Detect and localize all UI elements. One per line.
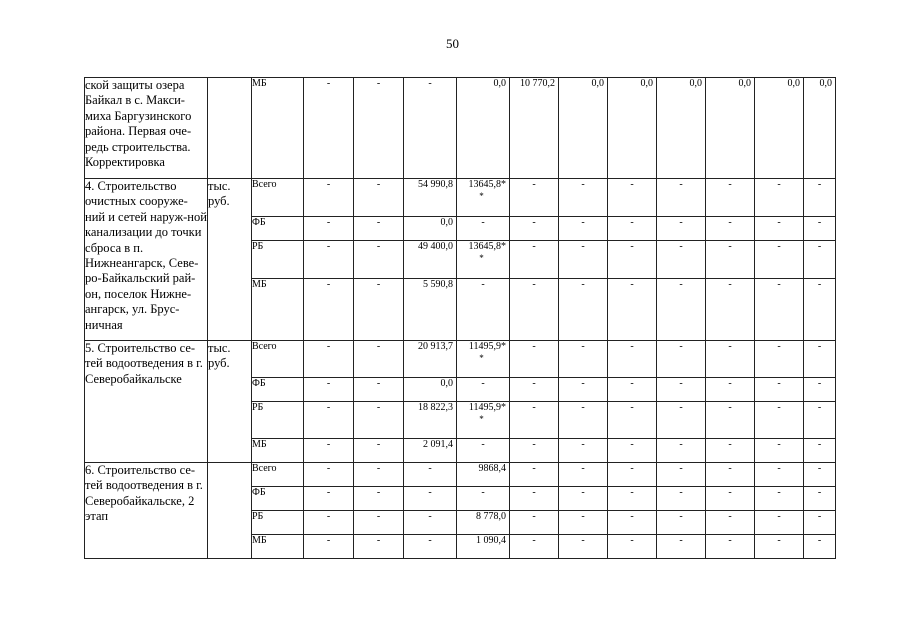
- table-row: [85, 179, 836, 217]
- value-cell: -: [510, 217, 559, 241]
- value-cell: -: [657, 463, 706, 487]
- value-cell: -: [404, 78, 457, 179]
- project-name-cell: 5. Строительство се-тей водоотведения в г. Северобайкальске: [85, 341, 208, 463]
- value-cell: -: [706, 241, 755, 279]
- value-cell: -: [804, 341, 836, 378]
- value-cell: -: [706, 511, 755, 535]
- value-cell: 5 590,8: [404, 279, 457, 341]
- value-cell: -: [404, 511, 457, 535]
- value-cell: -: [608, 341, 657, 378]
- value-cell: -: [510, 487, 559, 511]
- value-cell: -: [559, 511, 608, 535]
- value-cell: 0,0: [804, 78, 836, 179]
- unit-cell: тыс. руб.: [208, 341, 252, 463]
- value-cell: -: [755, 217, 804, 241]
- value-cell: -: [457, 439, 510, 463]
- value-cell: 0,0: [608, 78, 657, 179]
- funding-source-cell: Всего: [252, 341, 304, 378]
- value-cell: -: [559, 341, 608, 378]
- value-cell: -: [706, 487, 755, 511]
- value-cell: 0,0: [404, 378, 457, 402]
- value-cell: 54 990,8: [404, 179, 457, 217]
- value-cell: -: [304, 511, 354, 535]
- table-row: [85, 463, 836, 487]
- funding-source-cell: Всего: [252, 463, 304, 487]
- value-cell: -: [608, 463, 657, 487]
- value-cell: -: [755, 439, 804, 463]
- value-cell: -: [510, 463, 559, 487]
- funding-source-cell: МБ: [252, 535, 304, 559]
- value-cell: -: [304, 179, 354, 217]
- value-cell: -: [354, 463, 404, 487]
- value-cell: -: [755, 179, 804, 217]
- value-cell: 1 090,4: [457, 535, 510, 559]
- value-cell: -: [354, 241, 404, 279]
- table-row: [85, 78, 836, 179]
- project-name-cell: ской защиты озера Байкал в с. Макси-миха Баргузинского района. Первая оче-редь строительства. Корректировка: [85, 78, 208, 179]
- value-cell: 10 770,2: [510, 78, 559, 179]
- value-cell: -: [755, 463, 804, 487]
- value-cell: -: [657, 511, 706, 535]
- value-cell: -: [304, 535, 354, 559]
- funding-source-cell: ФБ: [252, 217, 304, 241]
- value-cell: -: [304, 463, 354, 487]
- value-cell: -: [510, 378, 559, 402]
- value-cell: -: [804, 402, 836, 439]
- value-cell: -: [457, 378, 510, 402]
- value-cell: -: [608, 511, 657, 535]
- page-number: 50: [446, 36, 459, 51]
- value-cell: -: [510, 535, 559, 559]
- unit-cell: тыс. руб.: [208, 179, 252, 341]
- unit-cell: [208, 78, 252, 179]
- value-cell: -: [804, 378, 836, 402]
- value-cell: -: [804, 535, 836, 559]
- value-cell: -: [755, 341, 804, 378]
- value-cell: -: [510, 439, 559, 463]
- value-cell: -: [354, 279, 404, 341]
- value-cell: -: [804, 511, 836, 535]
- value-cell: -: [510, 179, 559, 217]
- value-cell: -: [706, 179, 755, 217]
- value-cell: 0,0: [404, 217, 457, 241]
- value-cell: -: [706, 341, 755, 378]
- value-cell: -: [706, 378, 755, 402]
- funding-source-cell: ФБ: [252, 378, 304, 402]
- value-cell: -: [657, 535, 706, 559]
- value-cell: -: [404, 487, 457, 511]
- value-cell: -: [657, 487, 706, 511]
- project-name-cell: 6. Строительство се-тей водоотведения в г. Северобайкальске, 2 этап: [85, 463, 208, 559]
- value-cell: -: [657, 179, 706, 217]
- value-cell: 0,0: [559, 78, 608, 179]
- value-cell: -: [354, 378, 404, 402]
- value-cell: -: [804, 179, 836, 217]
- value-cell: -: [608, 535, 657, 559]
- value-cell: 0,0: [706, 78, 755, 179]
- value-cell: -: [304, 341, 354, 378]
- value-cell: -: [404, 463, 457, 487]
- value-cell: -: [706, 535, 755, 559]
- value-cell: -: [657, 217, 706, 241]
- value-cell: -: [755, 378, 804, 402]
- value-cell: -: [510, 511, 559, 535]
- value-cell: -: [559, 463, 608, 487]
- value-cell: -: [755, 487, 804, 511]
- value-cell: -: [804, 487, 836, 511]
- value-cell: -: [608, 487, 657, 511]
- value-cell: -: [755, 402, 804, 439]
- value-cell: 8 778,0: [457, 511, 510, 535]
- value-cell: -: [608, 378, 657, 402]
- value-cell: 13645,8* *: [457, 179, 510, 217]
- value-cell: -: [354, 439, 404, 463]
- value-cell: -: [304, 378, 354, 402]
- value-cell: -: [559, 217, 608, 241]
- value-cell: -: [304, 487, 354, 511]
- funding-source-cell: РБ: [252, 511, 304, 535]
- value-cell: -: [304, 279, 354, 341]
- funding-source-cell: МБ: [252, 439, 304, 463]
- value-cell: -: [559, 487, 608, 511]
- value-cell: -: [657, 279, 706, 341]
- value-cell: 11495,9* *: [457, 341, 510, 378]
- value-cell: -: [559, 535, 608, 559]
- project-name-cell: 4. Строительство очистных сооруже-ний и сетей наруж-ной канализации до точки сброса в п. Нижнеангарск, Севе-ро-Байкальский рай-он, поселок Нижне-ангарск, ул. Брус-ничная: [85, 179, 208, 341]
- funding-source-cell: РБ: [252, 241, 304, 279]
- value-cell: -: [559, 378, 608, 402]
- value-cell: -: [755, 535, 804, 559]
- value-cell: -: [354, 78, 404, 179]
- value-cell: -: [304, 241, 354, 279]
- value-cell: -: [404, 535, 457, 559]
- funding-source-cell: РБ: [252, 402, 304, 439]
- value-cell: 20 913,7: [404, 341, 457, 378]
- value-cell: -: [510, 241, 559, 279]
- value-cell: -: [354, 487, 404, 511]
- value-cell: 0,0: [755, 78, 804, 179]
- value-cell: -: [457, 217, 510, 241]
- value-cell: 0,0: [457, 78, 510, 179]
- value-cell: -: [608, 279, 657, 341]
- funding-source-cell: ФБ: [252, 487, 304, 511]
- value-cell: -: [608, 241, 657, 279]
- value-cell: -: [706, 279, 755, 341]
- value-cell: 0,0: [657, 78, 706, 179]
- funding-source-cell: Всего: [252, 179, 304, 217]
- value-cell: -: [510, 341, 559, 378]
- value-cell: -: [755, 511, 804, 535]
- value-cell: 11495,9* *: [457, 402, 510, 439]
- value-cell: -: [755, 279, 804, 341]
- value-cell: -: [457, 487, 510, 511]
- value-cell: -: [559, 439, 608, 463]
- value-cell: -: [304, 78, 354, 179]
- value-cell: -: [657, 439, 706, 463]
- value-cell: -: [706, 217, 755, 241]
- value-cell: -: [510, 402, 559, 439]
- value-cell: 13645,8* *: [457, 241, 510, 279]
- funding-source-cell: МБ: [252, 78, 304, 179]
- value-cell: -: [706, 402, 755, 439]
- value-cell: -: [608, 217, 657, 241]
- value-cell: -: [510, 279, 559, 341]
- value-cell: -: [457, 279, 510, 341]
- value-cell: -: [608, 179, 657, 217]
- value-cell: -: [755, 241, 804, 279]
- value-cell: 18 822,3: [404, 402, 457, 439]
- value-cell: -: [354, 217, 404, 241]
- value-cell: -: [304, 402, 354, 439]
- value-cell: -: [559, 241, 608, 279]
- value-cell: -: [657, 241, 706, 279]
- funding-source-cell: МБ: [252, 279, 304, 341]
- value-cell: -: [657, 378, 706, 402]
- unit-cell: [208, 463, 252, 559]
- value-cell: -: [304, 217, 354, 241]
- budget-table: [84, 77, 836, 559]
- value-cell: -: [657, 341, 706, 378]
- value-cell: 49 400,0: [404, 241, 457, 279]
- value-cell: -: [608, 439, 657, 463]
- value-cell: -: [354, 511, 404, 535]
- value-cell: 9868,4: [457, 463, 510, 487]
- value-cell: -: [804, 241, 836, 279]
- value-cell: -: [559, 179, 608, 217]
- value-cell: -: [706, 463, 755, 487]
- value-cell: -: [354, 535, 404, 559]
- value-cell: -: [559, 279, 608, 341]
- value-cell: -: [608, 402, 657, 439]
- value-cell: -: [804, 463, 836, 487]
- value-cell: -: [354, 402, 404, 439]
- value-cell: -: [706, 439, 755, 463]
- table-row: [85, 341, 836, 378]
- value-cell: -: [354, 179, 404, 217]
- value-cell: -: [559, 402, 608, 439]
- value-cell: -: [304, 439, 354, 463]
- value-cell: -: [354, 341, 404, 378]
- value-cell: 2 091,4: [404, 439, 457, 463]
- value-cell: -: [804, 217, 836, 241]
- value-cell: -: [657, 402, 706, 439]
- value-cell: -: [804, 439, 836, 463]
- value-cell: -: [804, 279, 836, 341]
